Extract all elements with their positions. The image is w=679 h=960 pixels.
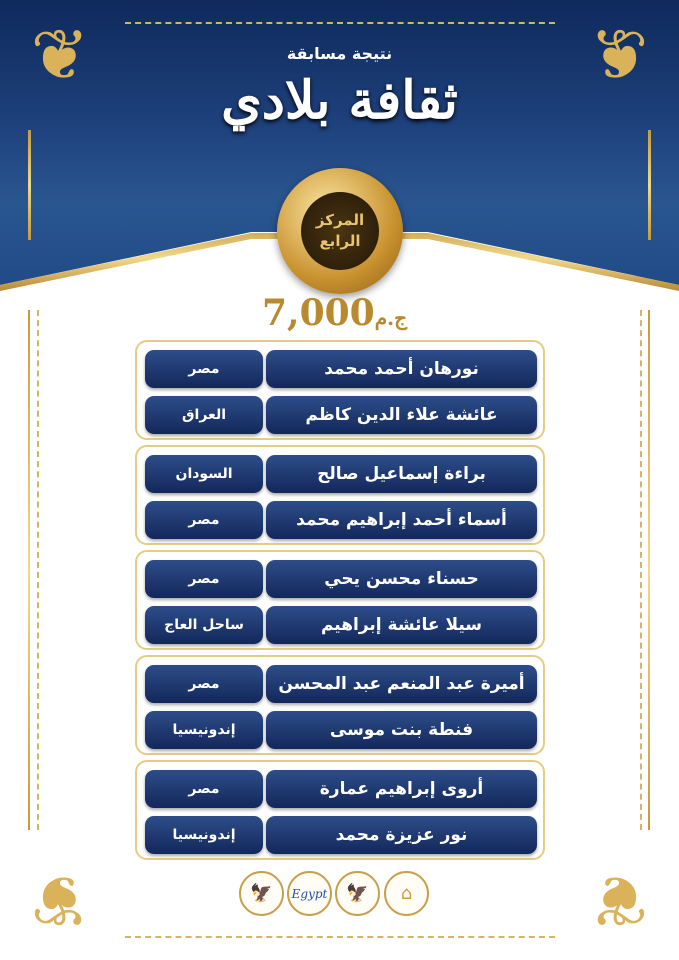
winner-group — [135, 655, 545, 755]
winner-country: ساحل العاج — [145, 606, 263, 644]
top-dashed-line — [125, 22, 555, 24]
winner-row — [145, 711, 537, 749]
ministry-logo-icon: 🦅 — [239, 871, 284, 916]
egypt-logo-icon: Egypt — [287, 871, 332, 916]
bottom-dashed-line — [125, 936, 555, 938]
rank-medal — [277, 168, 403, 294]
winner-name: حسناء محسن يحي — [266, 560, 537, 598]
winner-row — [145, 350, 537, 388]
winner-name: براءة إسماعيل صالح — [266, 455, 537, 493]
competition-title: ثقافة بلادي — [221, 70, 458, 131]
winner-name: نور عزيزة محمد — [266, 816, 537, 854]
winner-name: أروى إبراهيم عمارة — [266, 770, 537, 808]
winner-row — [145, 770, 537, 808]
right-gold-border — [648, 310, 650, 830]
winner-country: إندونيسيا — [145, 711, 263, 749]
winner-name: أميرة عبد المنعم عبد المحسن — [266, 665, 537, 703]
winner-group — [135, 340, 545, 440]
left-gold-border — [28, 310, 30, 830]
ministry-seal-icon: 🦅 — [335, 871, 380, 916]
winner-country: مصر — [145, 770, 263, 808]
winner-name: عائشة علاء الدين كاظم — [266, 396, 537, 434]
winner-row — [145, 665, 537, 703]
winner-row — [145, 606, 537, 644]
medal-line-1: المركز — [315, 211, 365, 229]
winner-country: إندونيسيا — [145, 816, 263, 854]
winner-country: مصر — [145, 350, 263, 388]
winner-name: فنطة بنت موسى — [266, 711, 537, 749]
winner-country: مصر — [145, 665, 263, 703]
winner-row — [145, 501, 537, 539]
ornament-corner-icon: ❦ — [30, 859, 90, 941]
winner-row — [145, 560, 537, 598]
winner-row — [145, 455, 537, 493]
winner-row — [145, 396, 537, 434]
ornament-corner-icon: ❦ — [589, 859, 649, 941]
university-seal-icon: ⌂ — [384, 871, 429, 916]
prize-currency: ج.م — [374, 306, 407, 330]
subtitle: نتيجة مسابقة — [286, 44, 393, 63]
left-dashed-border — [37, 310, 39, 830]
ornament-corner-icon: ❦ — [30, 14, 90, 96]
winner-group — [135, 445, 545, 545]
right-gold-line — [648, 130, 651, 240]
winner-row — [145, 816, 537, 854]
prize-amount — [0, 292, 679, 334]
winner-name: أسماء أحمد إبراهيم محمد — [266, 501, 537, 539]
ornament-corner-icon: ❦ — [589, 14, 649, 96]
winner-group — [135, 760, 545, 860]
winner-name: نورهان أحمد محمد — [266, 350, 537, 388]
left-gold-line — [28, 130, 31, 240]
winner-country: العراق — [145, 396, 263, 434]
winner-country: السودان — [145, 455, 263, 493]
winner-group — [135, 550, 545, 650]
winner-name: سيلا عائشة إبراهيم — [266, 606, 537, 644]
medal-line-2: الرابع — [319, 232, 361, 250]
right-dashed-border — [640, 310, 642, 830]
winner-country: مصر — [145, 501, 263, 539]
prize-value: 7,000 — [262, 292, 375, 334]
winner-country: مصر — [145, 560, 263, 598]
